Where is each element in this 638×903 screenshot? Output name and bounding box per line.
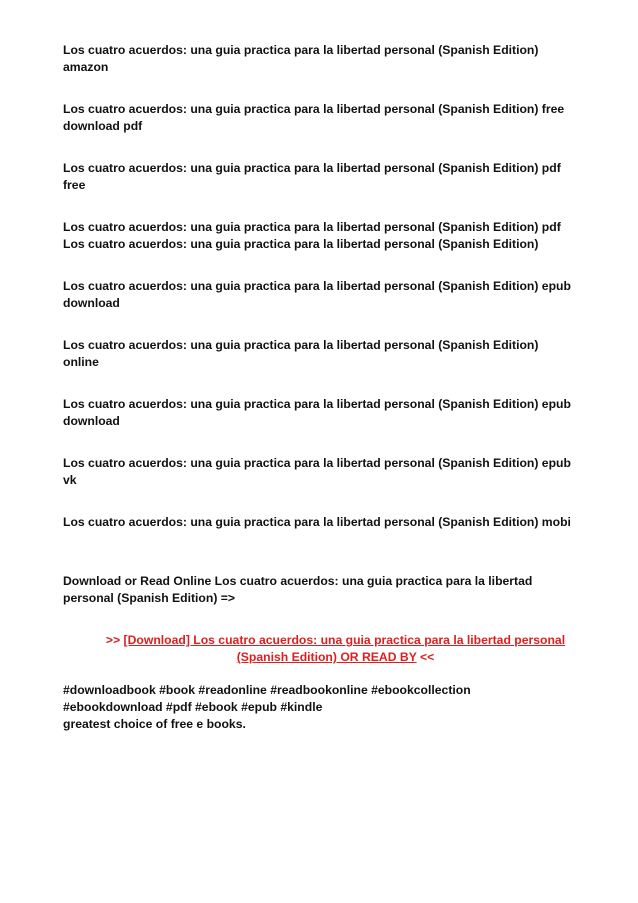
text-paragraph	[63, 278, 608, 312]
text-line: amazon	[63, 60, 109, 74]
text-paragraph	[63, 101, 608, 135]
text-paragraph	[63, 455, 608, 489]
text-line: Los cuatro acuerdos: una guia practica para la libertad personal (Spanish Edition)	[63, 338, 539, 352]
download-link[interactable]: [Download] Los cuatro acuerdos: una guia practica para la libertad personal	[123, 633, 566, 647]
text-line: greatest choice of free e books.	[63, 717, 246, 731]
text-paragraph	[63, 514, 608, 531]
text-line: Los cuatro acuerdos: una guia practica para la libertad personal (Spanish Edition) epub	[63, 456, 571, 470]
download-link-block	[63, 632, 608, 666]
text-line: Los cuatro acuerdos: una guia practica para la libertad personal (Spanish Edition)	[63, 237, 539, 251]
text-line: online	[63, 355, 99, 369]
text-line: Los cuatro acuerdos: una guia practica para la libertad personal (Spanish Edition)	[63, 43, 539, 57]
hashtags	[63, 682, 608, 733]
download-prompt	[63, 573, 608, 607]
text-paragraph	[63, 160, 608, 194]
download-link-continued[interactable]: (Spanish Edition) OR READ BY	[236, 650, 417, 664]
text-line: Los cuatro acuerdos: una guia practica para la libertad personal (Spanish Edition) pdf	[63, 220, 561, 234]
text-line: #downloadbook #book #readonline #readbookonline #ebookcollection	[63, 683, 471, 697]
text-line: Los cuatro acuerdos: una guia practica para la libertad personal (Spanish Edition) pdf	[63, 161, 561, 175]
text-paragraph	[63, 396, 608, 430]
link-suffix: <<	[420, 650, 435, 664]
text-line: Los cuatro acuerdos: una guia practica para la libertad personal (Spanish Edition) epub	[63, 397, 571, 411]
link-prefix: >>	[105, 633, 121, 647]
text-line: download pdf	[63, 119, 143, 133]
text-line: personal (Spanish Edition) =>	[63, 591, 236, 605]
text-line: #ebookdownload #pdf #ebook #epub #kindle	[63, 700, 323, 714]
link-line	[63, 632, 608, 649]
text-line: vk	[63, 473, 77, 487]
text-line: Los cuatro acuerdos: una guia practica para la libertad personal (Spanish Edition) epub	[63, 279, 571, 293]
text-paragraph	[63, 337, 608, 371]
link-line	[63, 649, 608, 666]
text-line: free	[63, 178, 86, 192]
text-paragraph	[63, 42, 608, 76]
text-line: download	[63, 296, 120, 310]
text-line: Los cuatro acuerdos: una guia practica para la libertad personal (Spanish Edition) mobi	[63, 515, 571, 529]
text-line: download	[63, 414, 120, 428]
text-paragraph	[63, 219, 608, 253]
text-line: Download or Read Online Los cuatro acuerdos: una guia practica para la libertad	[63, 574, 533, 588]
text-line: Los cuatro acuerdos: una guia practica para la libertad personal (Spanish Edition) free	[63, 102, 565, 116]
